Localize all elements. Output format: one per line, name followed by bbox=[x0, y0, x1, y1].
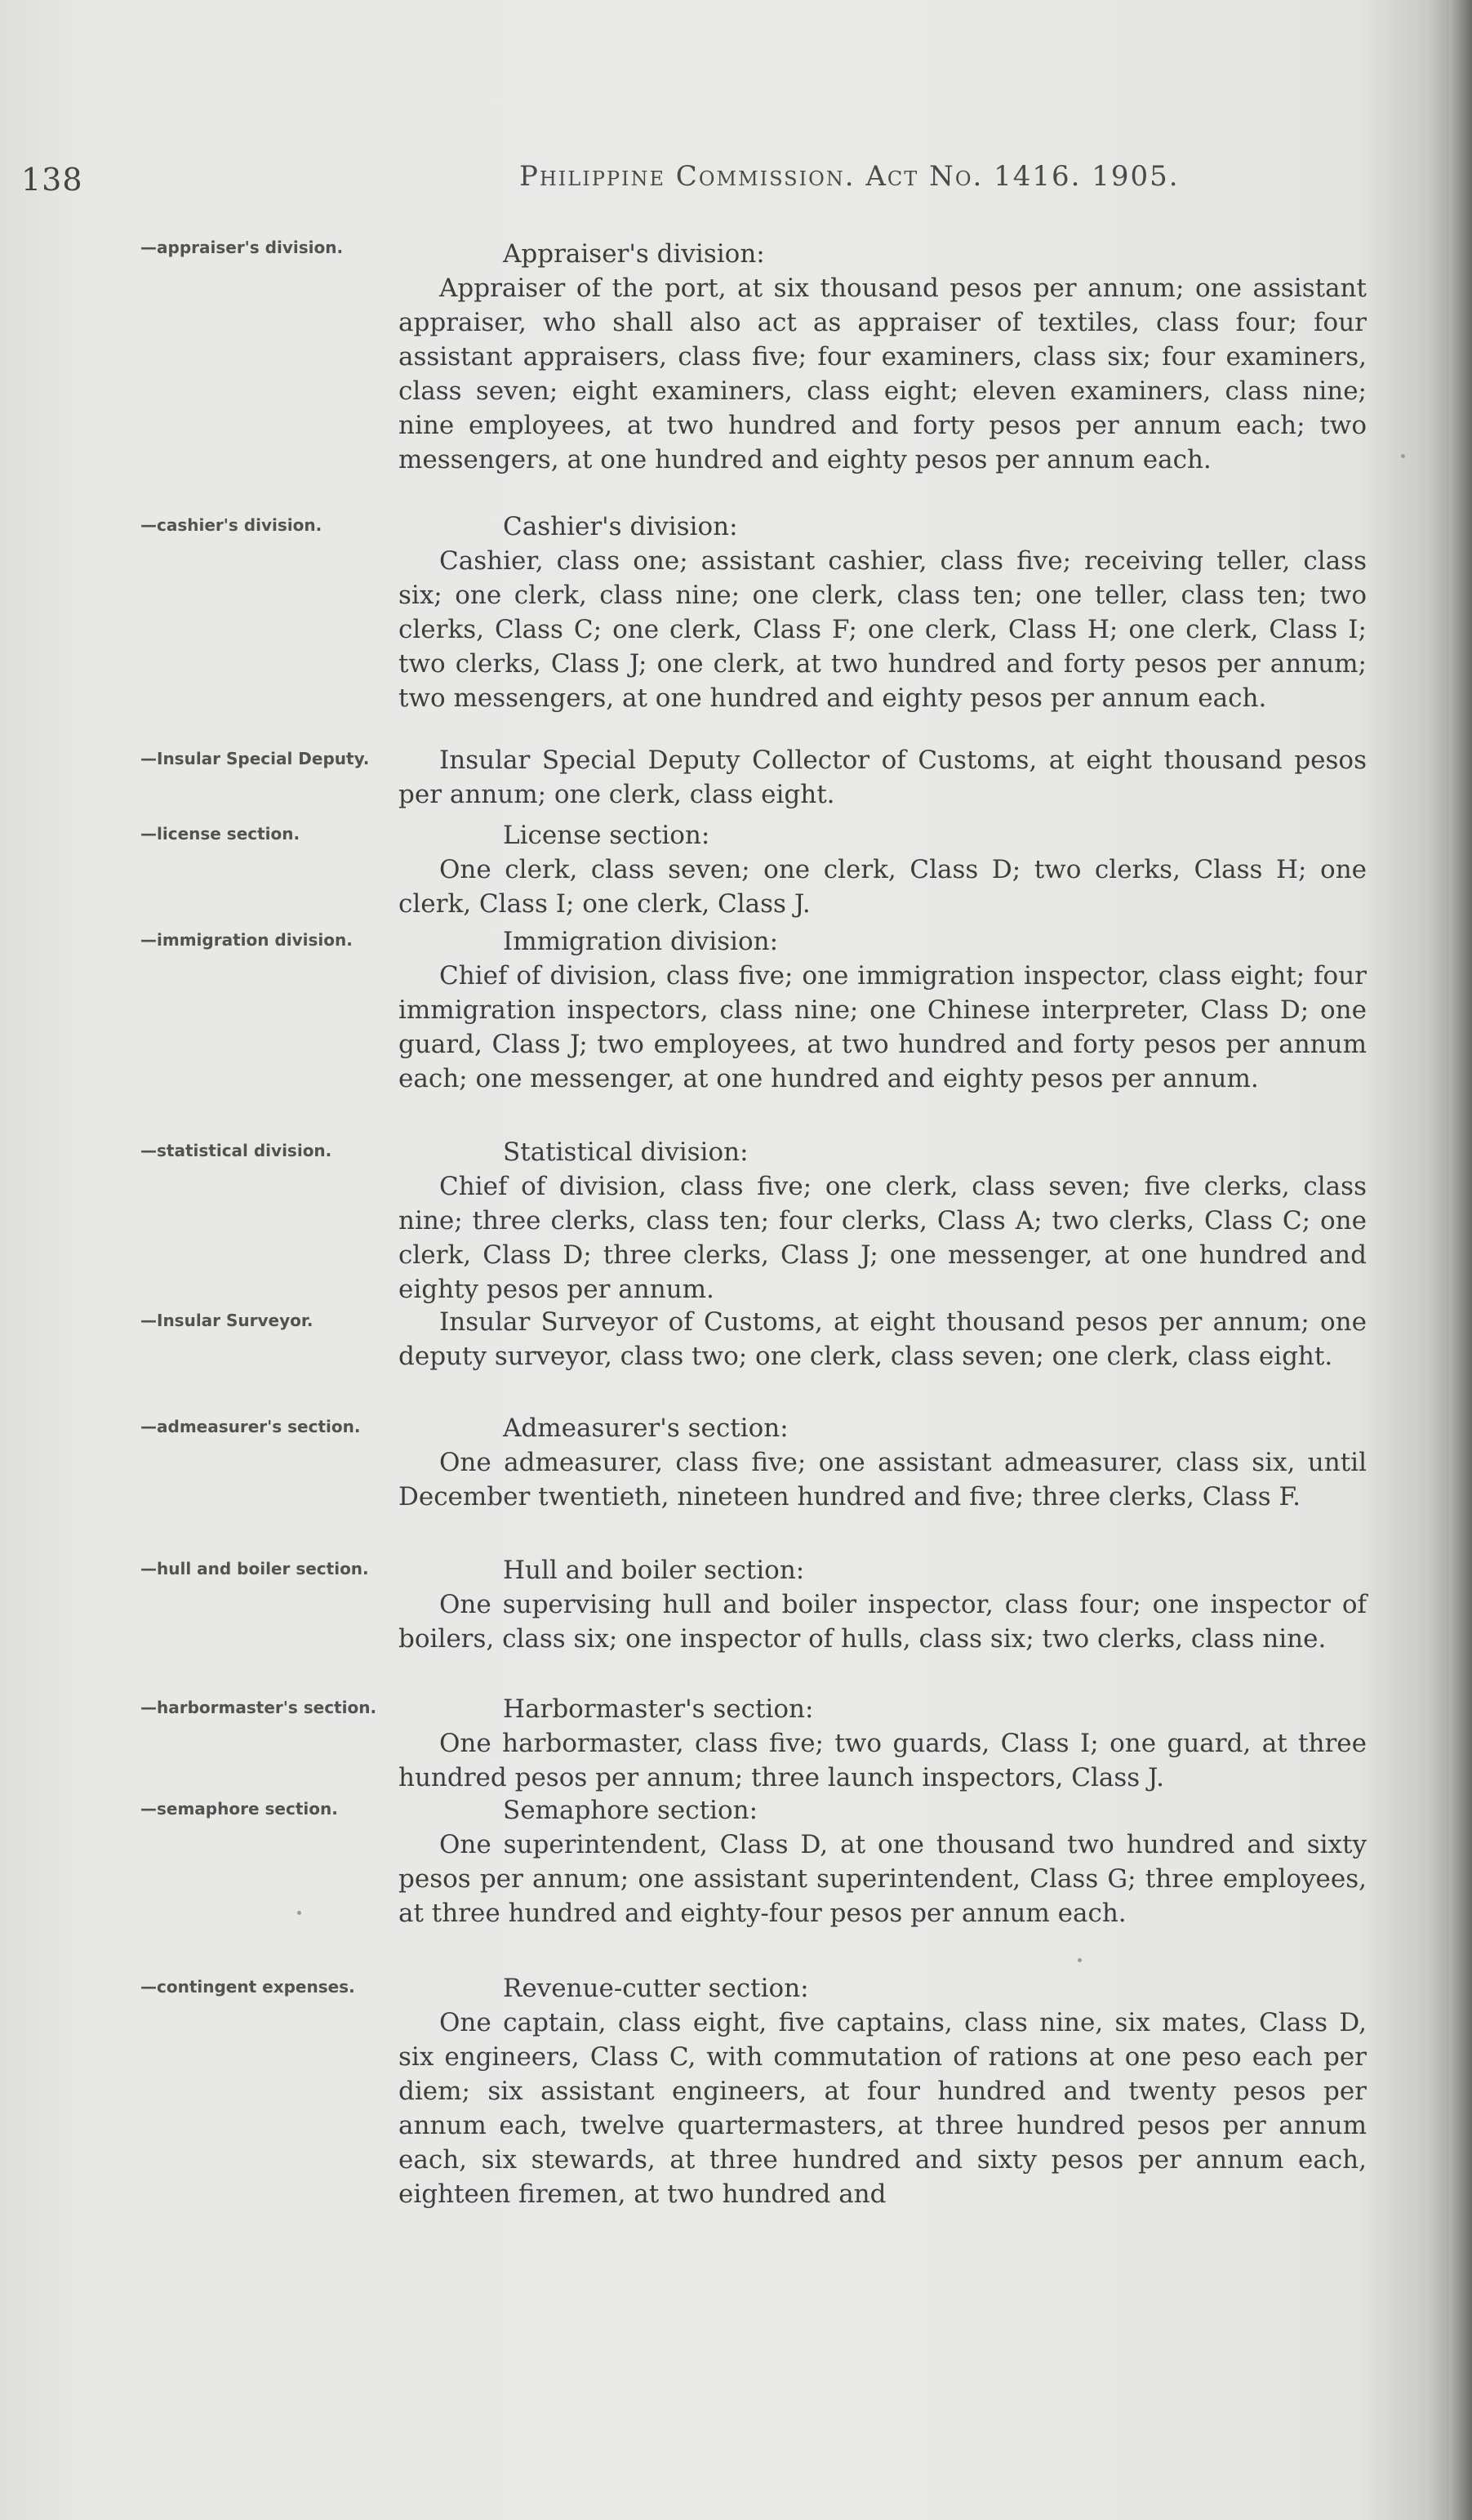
section-surveyor bbox=[398, 1305, 1367, 1374]
margin-note-immigration: —immigration division. bbox=[140, 930, 353, 950]
section-heading: Statistical division: bbox=[503, 1138, 749, 1167]
section-special-deputy bbox=[398, 743, 1367, 812]
section-statistical bbox=[398, 1135, 1367, 1307]
margin-note-statistical: —statistical division. bbox=[140, 1141, 332, 1160]
margin-note-appraiser: —appraiser's division. bbox=[140, 238, 344, 257]
margin-note-harbormaster: —harbormaster's section. bbox=[140, 1698, 377, 1717]
section-heading: Revenue-cutter section: bbox=[503, 1974, 809, 2003]
margin-note-cashier: —cashier's division. bbox=[140, 515, 322, 535]
section-heading: Harbormaster's section: bbox=[503, 1694, 814, 1724]
section-body: Cashier, class one; assistant cashier, class five; receiving teller, class six; one clerk, class nine; one clerk, class ten; one teller, class ten; two clerks, Class C; one clerk, Class F; one clerk, Class H; one clerk, Class I; two clerks, Class J; one clerk, at two hundred and forty pesos per annum; two messengers, at one hundred and eighty pesos per annum each. bbox=[398, 546, 1367, 713]
section-body: Chief of division, class five; one immigration inspector, class eight; four immigration inspectors, class nine; one Chinese interpreter, Class D; one guard, Class J; two employees, at two hundred and forty pesos per annum each; one messenger, at one hundred and eighty pesos per annum. bbox=[398, 961, 1367, 1093]
margin-note-surveyor: —Insular Surveyor. bbox=[140, 1311, 314, 1330]
margin-note-admeasurer: —admeasurer's section. bbox=[140, 1417, 361, 1436]
margin-note-contingent-expenses: —contingent expenses. bbox=[140, 1977, 355, 1997]
section-body: One captain, class eight, five captains, class nine, six mates, Class D, six engineers, Class C, with commutation of rations at one peso each per diem; six assistant engineers, at four hundred and twenty pesos per annum each, twelve quartermasters, at three hundred pesos per annum each, six stewards, at three hundred and sixty pesos per annum each, eighteen firemen, at two hundred and bbox=[398, 2008, 1367, 2209]
section-heading: License section: bbox=[503, 821, 710, 850]
margin-note-special-deputy: —Insular Special Deputy. bbox=[140, 749, 370, 768]
section-body: One clerk, class seven; one clerk, Class D; two clerks, Class H; one clerk, Class I; one clerk, Class J. bbox=[398, 855, 1367, 919]
section-heading: Immigration division: bbox=[503, 927, 779, 956]
section-body: Insular Special Deputy Collector of Customs, at eight thousand pesos per annum; one clerk, class eight. bbox=[398, 746, 1367, 809]
section-body: One supervising hull and boiler inspector, class four; one inspector of boilers, class six; one inspector of hulls, class six; two clerks, class nine. bbox=[398, 1590, 1367, 1654]
speck-mark bbox=[1401, 454, 1405, 458]
margin-note-hull-boiler: —hull and boiler section. bbox=[140, 1559, 369, 1578]
section-revenue-cutter bbox=[398, 1971, 1367, 2211]
section-appraiser bbox=[398, 237, 1367, 477]
page-edge-shadow bbox=[1449, 0, 1472, 2520]
section-license bbox=[398, 818, 1367, 921]
section-body: One admeasurer, class five; one assistant admeasurer, class six, until December twentieth, nineteen hundred and five; three clerks, Class F. bbox=[398, 1448, 1367, 1512]
speck-mark bbox=[1078, 1958, 1082, 1962]
section-heading: Hull and boiler section: bbox=[503, 1556, 805, 1585]
section-body: One superintendent, Class D, at one thousand two hundred and sixty pesos per annum; one assistant superintendent, Class G; three employees, at three hundred and eighty-four pesos per annum each. bbox=[398, 1830, 1367, 1928]
margin-note-license: —license section. bbox=[140, 824, 300, 844]
margin-note-semaphore: —semaphore section. bbox=[140, 1799, 338, 1819]
section-cashier bbox=[398, 510, 1367, 715]
section-heading: Cashier's division: bbox=[503, 512, 738, 541]
section-admeasurer bbox=[398, 1411, 1367, 1514]
running-head: Philippine Commission. Act No. 1416. 1905. bbox=[519, 160, 1180, 193]
section-body: Chief of division, class five; one clerk, class seven; five clerks, class nine; three clerks, class ten; four clerks, Class A; two clerks, Class C; one clerk, Class D; three clerks, Class J; one messenger, at one hundred and eighty pesos per annum. bbox=[398, 1172, 1367, 1304]
section-heading: Appraiser's division: bbox=[503, 239, 765, 269]
page-number: 138 bbox=[21, 162, 83, 198]
section-heading: Semaphore section: bbox=[503, 1796, 758, 1825]
section-semaphore bbox=[398, 1793, 1367, 1930]
section-heading: Admeasurer's section: bbox=[503, 1414, 789, 1443]
section-body: One harbormaster, class five; two guards, Class I; one guard, at three hundred pesos per annum; three launch inspectors, Class J. bbox=[398, 1729, 1367, 1792]
section-harbormaster bbox=[398, 1692, 1367, 1795]
section-immigration bbox=[398, 924, 1367, 1096]
section-body: Appraiser of the port, at six thousand pesos per annum; one assistant appraiser, who shall also act as appraiser of textiles, class four; four assistant appraisers, class five; four examiners, class six; four examiners, class seven; eight examiners, class eight; eleven examiners, class nine; nine employees, at two hundred and forty pesos per annum each; two messengers, at one hundred and eighty pesos per annum each. bbox=[398, 274, 1367, 474]
section-hull-boiler bbox=[398, 1553, 1367, 1656]
section-body: Insular Surveyor of Customs, at eight thousand pesos per annum; one deputy surveyor, class two; one clerk, class seven; one clerk, class eight. bbox=[398, 1307, 1367, 1371]
speck-mark bbox=[297, 1911, 301, 1915]
